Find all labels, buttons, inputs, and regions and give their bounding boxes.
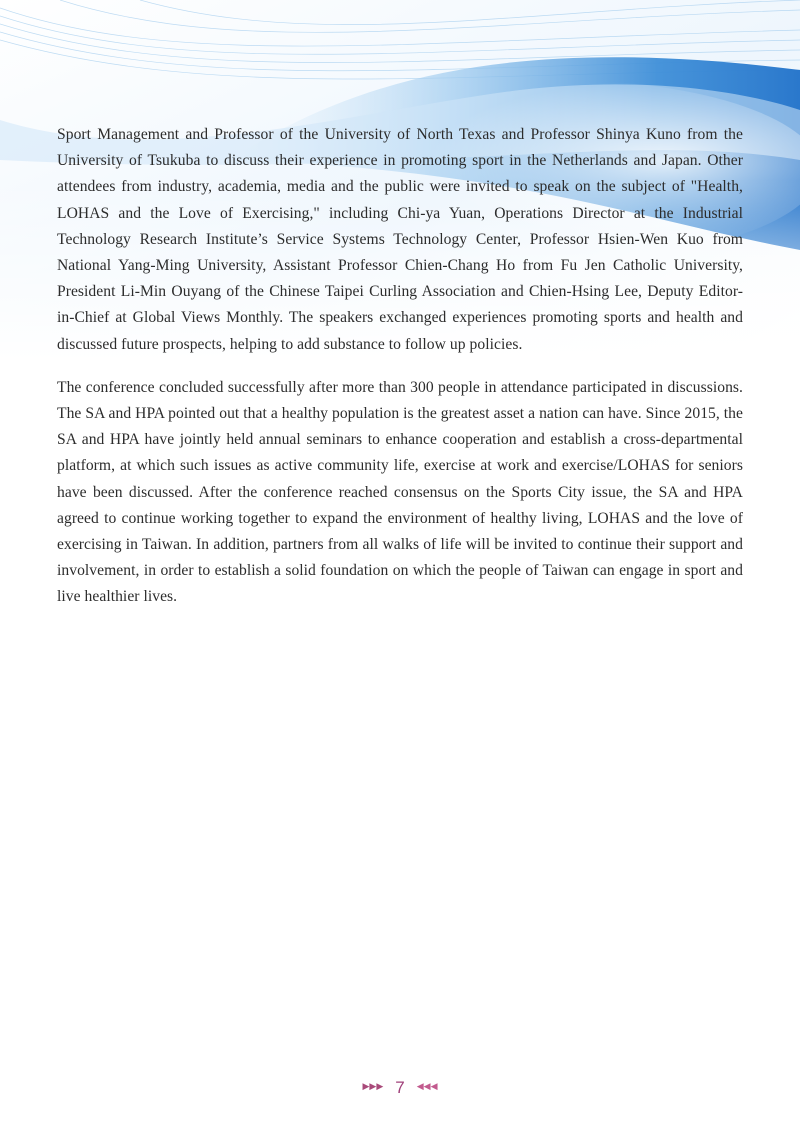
page-number: 7 [395,1077,405,1097]
article-body [57,122,743,628]
page-footer [0,1075,800,1099]
paragraph-conclusion: The conference concluded successfully after more than 300 people in attendance participated in discussions. The SA and HPA pointed out that a healthy population is the greatest asset a nation can have. Since 2015, the SA and HPA have jointly held annual seminars to enhance cooperation and establish a cross-departmental platform, at which such issues as active community life, exercise at work and exercise/LOHAS for seniors have been discussed. After the conference reached consensus on the Sports City issue, the SA and HPA agreed to continue working together to expand the environment of healthy living, LOHAS and the love of exercising in Taiwan. In addition, partners from all walks of life will be invited to continue their support and involvement, in order to establish a solid foundation on which the people of Taiwan can engage in sport and live healthier lives. [57,378,743,606]
paragraph-speakers: Sport Management and Professor of the University of North Texas and Professor Shinya Kuno from the University of Tsukuba to discuss their experience in promoting sport in the Netherlands and Japan. Other attendees from industry, academia, media and the public were invited to speak on the subject of "Health, LOHAS and the Love of Exercising," including Chi-ya Yuan, Operations Director at the Industrial Technology Research Institute’s Service Systems Technology Center, Professor Hsien-Wen Kuo from National Yang-Ming University, Assistant Professor Chien-Chang Ho from Fu Jen Catholic University, President Li-Min Ouyang of the Chinese Taipei Curling Association and Chien-Hsing Lee, Deputy Editor-in-Chief at Global Views Monthly. The speakers exchanged experiences promoting sports and health and discussed future prospects, helping to add substance to follow up policies. [57,126,743,353]
right-arrows-icon: ▶▶▶ [362,1081,384,1092]
left-arrows-icon: ◀◀◀ [416,1081,438,1092]
